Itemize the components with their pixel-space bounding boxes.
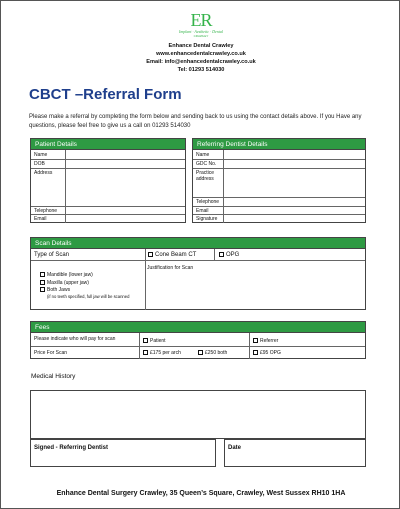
opg-checkbox[interactable]	[219, 252, 224, 257]
price-both-checkbox[interactable]	[198, 350, 203, 355]
patient-name-field[interactable]	[66, 151, 184, 158]
dentist-details-heading: Referring Dentist Details	[193, 139, 365, 150]
scan-note: (if no teeth specified, full jaw will be scanned	[47, 294, 130, 299]
dentist-practice-address-label: address	[196, 176, 214, 182]
dentist-name-label: Name	[196, 152, 210, 158]
practice-phone: Tel: 01293 514030	[177, 67, 225, 73]
both-jaws-checkbox[interactable]	[40, 287, 45, 292]
payer-referrer-option[interactable]	[253, 338, 278, 344]
both-jaws-option[interactable]	[40, 287, 70, 293]
practice-email[interactable]: Email: info@enhancedentalcrawley.co.uk	[146, 59, 256, 65]
dentist-signature-field[interactable]	[224, 215, 364, 222]
dentist-practice-address-field[interactable]	[224, 169, 364, 196]
fees-section	[30, 321, 366, 359]
patient-email-field[interactable]	[66, 215, 184, 222]
scan-details-section	[30, 237, 366, 310]
mandible-label: Mandible (lower jaw)	[47, 272, 93, 278]
scan-type-label: Type of Scan	[34, 252, 70, 258]
payer-patient-checkbox[interactable]	[143, 338, 148, 343]
date-label: Date	[228, 445, 242, 451]
patient-address-field[interactable]	[66, 169, 184, 205]
dentist-name-field[interactable]	[224, 151, 364, 158]
page-title: CBCT –Referral Form	[29, 86, 182, 103]
footer-address: Enhance Dental Surgery Crawley, 35 Queen’s Square, Crawley, West Sussex RH10 1HA	[56, 490, 346, 497]
price-both-option[interactable]	[198, 350, 227, 356]
logo-sub: CRAWLEY	[193, 34, 209, 38]
patient-details-section	[30, 138, 186, 223]
dentist-telephone-field[interactable]	[224, 198, 364, 205]
date-box[interactable]	[224, 439, 366, 467]
scan-details-heading: Scan Details	[31, 238, 365, 249]
opg-label: OPG	[226, 252, 240, 259]
patient-dob-label: DOB	[34, 161, 45, 167]
mandible-option[interactable]	[40, 272, 93, 278]
maxilla-label: Maxilla (upper jaw)	[47, 280, 89, 286]
payer-referrer-label: Referrer	[260, 338, 279, 344]
price-opg-option[interactable]	[253, 350, 281, 356]
dentist-details-section	[192, 138, 366, 223]
price-both-label: £250 both	[205, 350, 228, 356]
mandible-checkbox[interactable]	[40, 272, 45, 277]
practice-website[interactable]: www.enhancedentalcrawley.co.uk	[156, 51, 246, 57]
payer-patient-label: Patient	[150, 338, 166, 344]
medical-history-label: Medical History	[31, 373, 76, 380]
price-arch-label: £175 per arch	[150, 350, 181, 356]
dentist-signature-label: Signature	[196, 216, 218, 222]
patient-email-label: Email	[34, 216, 47, 222]
logo-mark: ER	[190, 10, 212, 30]
dentist-telephone-label: Telephone	[196, 199, 220, 205]
dentist-email-label: Email	[196, 208, 209, 214]
both-jaws-label: Both Jaws	[47, 287, 71, 293]
price-opg-label: £95 OPG	[260, 350, 281, 356]
dentist-gdc-field[interactable]	[224, 160, 364, 167]
justification-label: Justification for Scan	[147, 265, 194, 271]
practice-logo	[177, 11, 225, 41]
cone-beam-checkbox[interactable]	[148, 252, 153, 257]
cone-beam-option[interactable]	[148, 252, 196, 258]
dentist-practice-label: Practice	[196, 170, 215, 176]
practice-name: Enhance Dental Crawley	[168, 43, 234, 49]
maxilla-option[interactable]	[40, 280, 89, 286]
who-pays-label: Please indicate who will pay for scan	[34, 336, 116, 342]
opg-option[interactable]	[219, 252, 239, 258]
dentist-email-field[interactable]	[224, 207, 364, 213]
payer-referrer-checkbox[interactable]	[253, 338, 258, 343]
maxilla-checkbox[interactable]	[40, 280, 45, 285]
price-label: Price For Scan	[34, 350, 68, 356]
justification-field[interactable]	[147, 272, 363, 308]
price-arch-option[interactable]	[143, 350, 181, 356]
patient-dob-field[interactable]	[66, 160, 184, 167]
signature-box[interactable]	[30, 439, 216, 467]
dentist-gdc-label: GDC No.	[196, 161, 217, 167]
payer-patient-option[interactable]	[143, 338, 166, 344]
patient-telephone-label: Telephone	[34, 208, 58, 214]
cone-beam-label: Cone Beam CT	[155, 252, 197, 259]
patient-address-label: Address	[34, 170, 53, 176]
patient-name-label: Name	[34, 152, 48, 158]
intro-text: Please make a referral by completing the form below and sending back to us using the contact details above. If you Have any questions, please feel free to give us a call on 01293 514030	[29, 114, 362, 129]
price-arch-checkbox[interactable]	[143, 350, 148, 355]
price-opg-checkbox[interactable]	[253, 350, 258, 355]
fees-heading: Fees	[31, 322, 365, 333]
patient-details-heading: Patient Details	[31, 139, 185, 150]
medical-history-field[interactable]	[30, 390, 366, 439]
signed-label: Signed - Referring Dentist	[34, 445, 109, 451]
logo-tagline: Implant · Aesthetic · Dental	[179, 29, 223, 34]
patient-telephone-field[interactable]	[66, 207, 184, 213]
